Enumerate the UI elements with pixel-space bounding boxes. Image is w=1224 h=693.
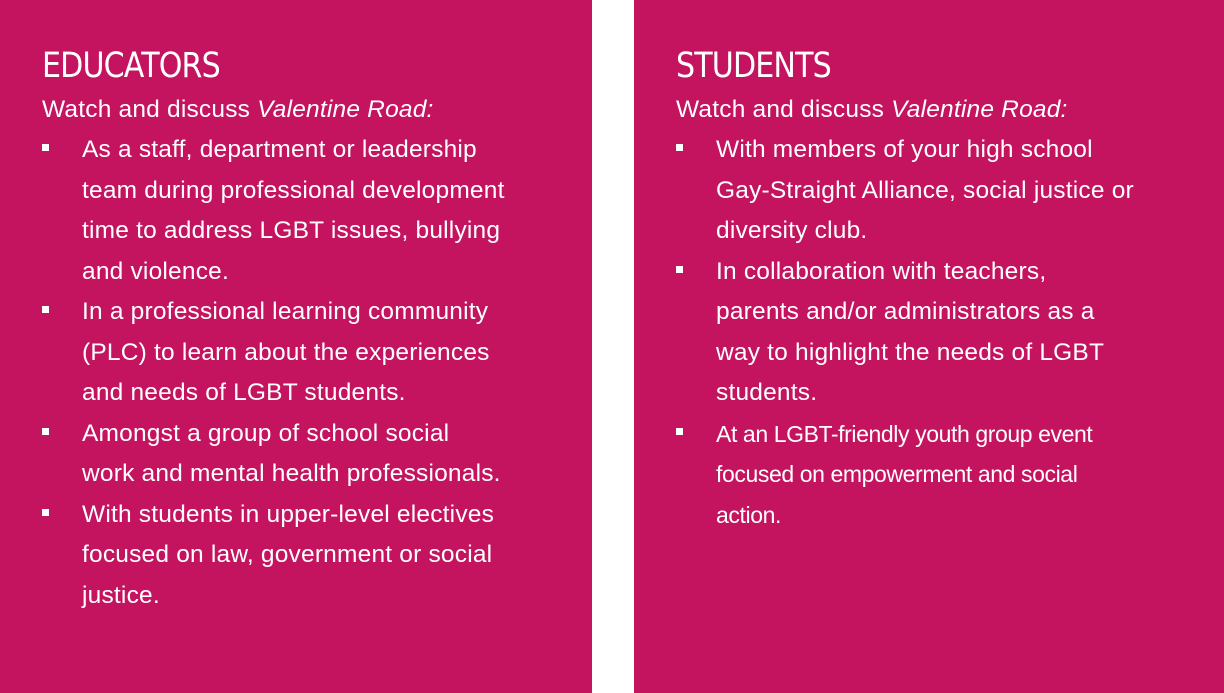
educators-item-line: As a staff, department or leadership — [82, 136, 477, 163]
students-item-line: Gay-Straight Alliance, social justice or — [716, 176, 1134, 204]
square-bullet-icon — [676, 266, 683, 273]
educators-item-line: time to address LGBT issues, bullying — [82, 217, 501, 244]
educators-list-item — [42, 130, 592, 292]
educators-item-line: and needs of LGBT students. — [82, 379, 406, 406]
students-heading: STUDENTS — [676, 46, 831, 86]
students-item-line: students. — [716, 379, 818, 406]
students-list-item — [676, 130, 1224, 252]
students-item-line: action. — [716, 501, 781, 528]
square-bullet-icon — [676, 144, 683, 151]
educators-list-item — [42, 495, 592, 617]
educators-heading: EDUCATORS — [42, 46, 220, 86]
educators-item-line: focused on law, government or social — [82, 541, 493, 568]
students-item-line: In collaboration with teachers, — [716, 257, 1047, 285]
educators-intro — [42, 90, 592, 130]
educators-item-line: and violence. — [82, 257, 229, 285]
square-bullet-icon — [42, 509, 49, 516]
square-bullet-icon — [42, 144, 49, 151]
students-panel — [634, 0, 1224, 693]
educators-list-item — [42, 292, 592, 414]
students-item-line: At an LGBT-friendly youth group event — [716, 420, 1093, 447]
educators-intro-film-title: Valentine Road: — [257, 96, 434, 123]
students-item-line: With members of your high school — [716, 136, 1093, 163]
students-item-line: parents and/or administrators as a — [716, 298, 1095, 325]
students-intro-film-title: Valentine Road: — [891, 96, 1068, 123]
educators-item-line: (PLC) to learn about the experiences — [82, 338, 490, 366]
educators-item-line: Amongst a group of school social — [82, 419, 450, 447]
educators-intro-prefix: Watch and discuss — [42, 96, 258, 123]
students-intro-prefix: Watch and discuss — [676, 96, 892, 123]
square-bullet-icon — [42, 306, 49, 313]
square-bullet-icon — [676, 428, 683, 435]
educators-panel — [0, 0, 592, 693]
students-intro — [676, 90, 1224, 130]
students-list-item — [676, 414, 1224, 536]
educators-item-line: team during professional development — [82, 176, 505, 204]
students-item-line: focused on empowerment and social — [716, 461, 1078, 487]
educators-item-line: justice. — [82, 581, 160, 609]
square-bullet-icon — [42, 428, 49, 435]
educators-list — [42, 130, 592, 616]
educators-item-line: work and mental health professionals. — [82, 460, 501, 487]
educators-item-line: In a professional learning community — [82, 298, 489, 325]
educators-item-line: With students in upper-level electives — [82, 500, 495, 528]
students-list — [676, 130, 1224, 535]
students-list-item — [676, 252, 1224, 414]
students-item-line: diversity club. — [716, 217, 868, 244]
educators-list-item — [42, 414, 592, 495]
students-item-line: way to highlight the needs of LGBT — [716, 338, 1105, 366]
